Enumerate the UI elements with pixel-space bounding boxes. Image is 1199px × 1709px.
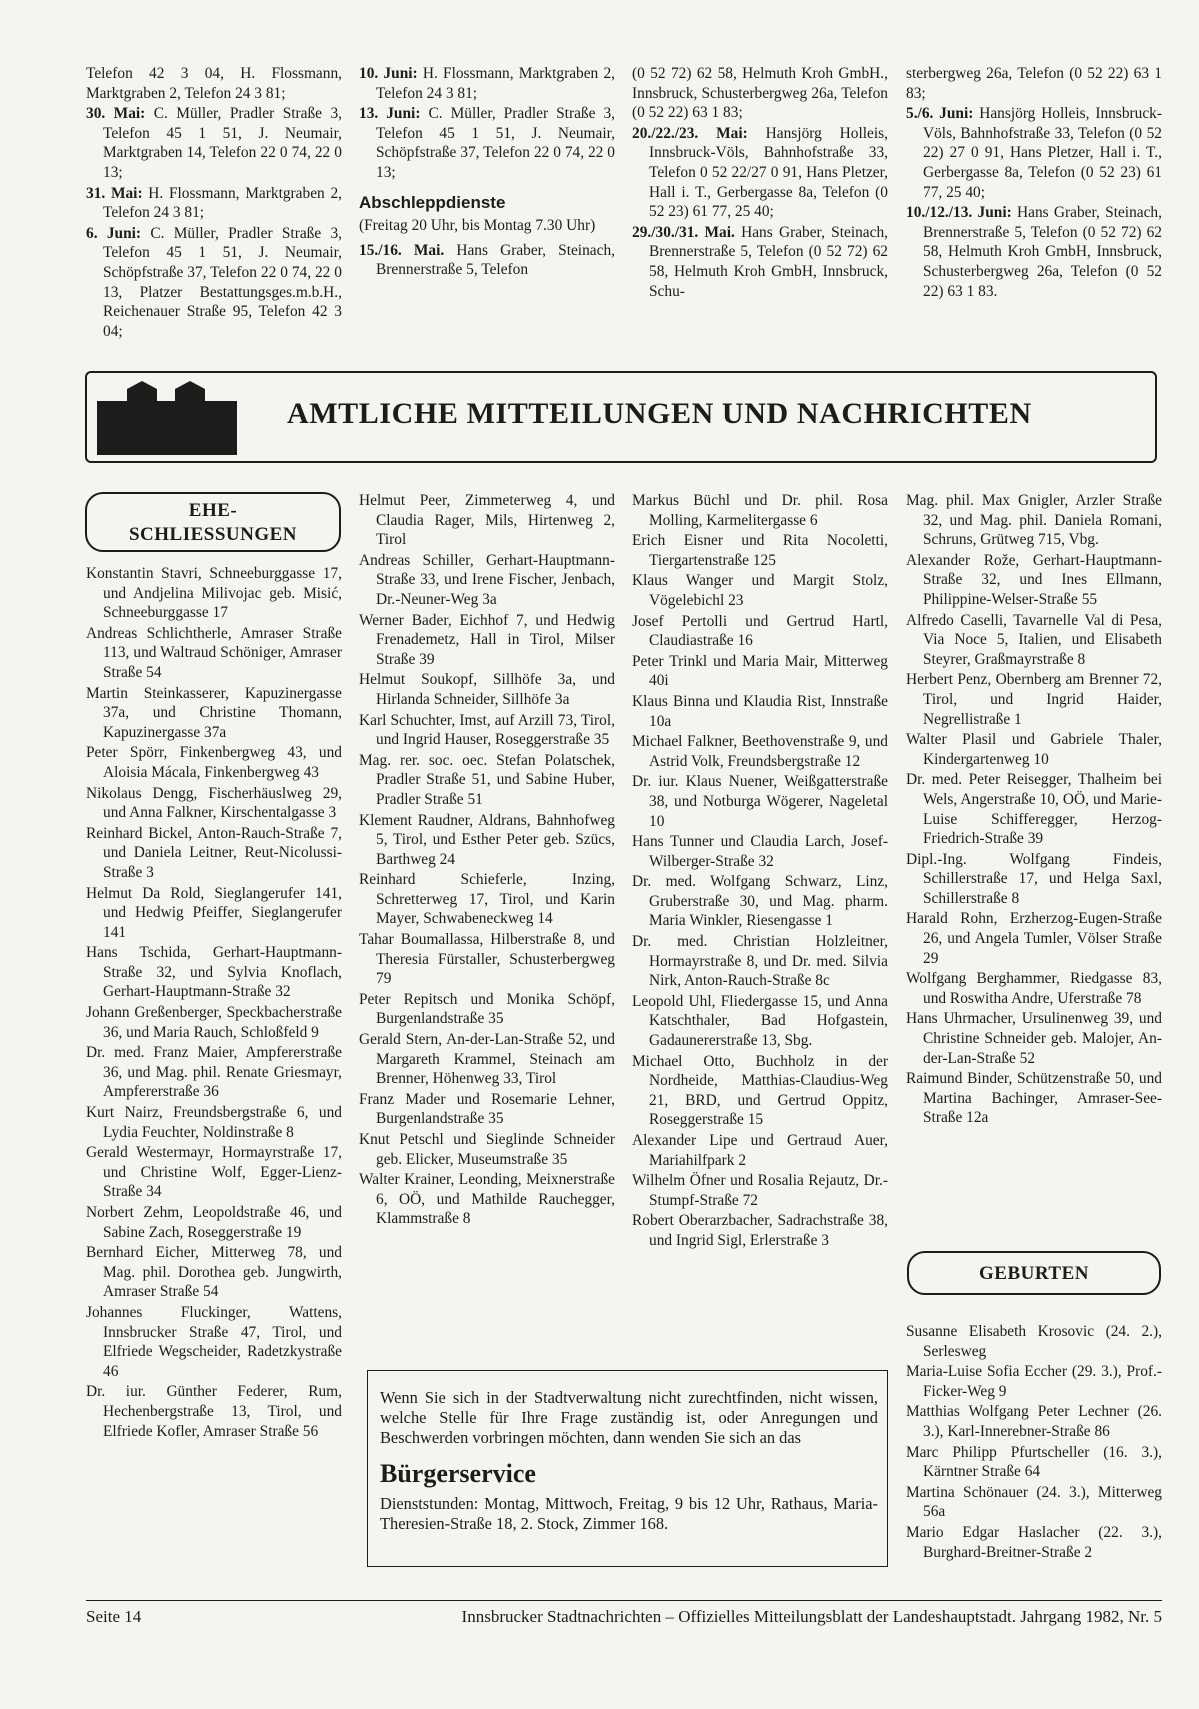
entry-text: Hans Graber, Steinach, Brennerstraße 5, Telefon (0 52 72) 62 58, Helmuth Kroh GmbH, Innsbruck, Schu- (649, 223, 888, 300)
duty-column-4 (906, 64, 1162, 302)
list-item: Werner Bader, Eichhof 7, und Hedwig Frenademetz, Hall in Tirol, Milser Straße 39 (359, 611, 615, 668)
list-item: Knut Petschl und Sieglinde Schneider geb. Elicker, Museumstraße 35 (359, 1131, 615, 1168)
entry-text: H. Flossmann, Marktgraben 2, Telefon 24 3 81; (376, 65, 615, 102)
list-item: Dr. iur. Klaus Nuener, Weißgatterstraße 38, und Notburga Wögerer, Nageletal 10 (632, 773, 888, 830)
list-item: Michael Falkner, Beethovenstraße 9, und Astrid Volk, Freundsbergstraße 12 (632, 733, 888, 770)
list-item: Bernhard Eicher, Mitterweg 78, und Mag. phil. Dorothea geb. Jungwirth, Amraser Straße 54 (86, 1244, 342, 1301)
list-item: Nikolaus Dengg, Fischerhäuslweg 29, und Anna Falkner, Kirschentalgasse 3 (86, 784, 342, 822)
list-item: Helmut Soukopf, Sillhöfe 3a, und Hirlanda Schneider, Sillhöfe 3a (359, 671, 615, 708)
list-item (359, 64, 615, 103)
list-item: Franz Mader und Rosemarie Lehner, Burgenlandstraße 35 (359, 1090, 615, 1128)
entry-text: Hans Graber, Steinach, Brennerstraße 5, Telefon (0 52 72) 62 58, Helmuth Kroh GmbH, Innsbruck, Schusterbergweg 26a, Telefon (0 52 22) 63 1 83. (923, 204, 1162, 300)
list-item: Reinhard Schieferle, Inzing, Schretterweg 17, Tirol, und Karin Mayer, Schwabeneckweg 14 (359, 871, 615, 928)
buergerservice-title: Bürgerservice (380, 1459, 536, 1488)
entry-text: C. Müller, Pradler Straße 3, Telefon 45 1 51, J. Neumair, Schöpfstraße 37, Telefon 22 0 74, 22 0 13; (376, 105, 615, 181)
buergerservice-box (367, 1370, 888, 1567)
list-item: Susanne Elisabeth Krosovic (24. 2.), Serlesweg (906, 1323, 1162, 1360)
list-item: Alfredo Caselli, Tavarnelle Val di Pesa, Via Noce 5, Italien, und Elisabeth Steyrer, Graßmayrstraße 8 (906, 611, 1162, 668)
page-number: Seite 14 (86, 1607, 142, 1626)
list-item (906, 203, 1162, 301)
list-item: Hans Tschida, Gerhart-Hauptmann-Straße 32, und Sylvia Knoflach, Gerhart-Hauptmann-Straße 32 (86, 944, 342, 1001)
list-item: Mag. rer. soc. oec. Stefan Polatschek, Pradler Straße 51, und Sabine Huber, Pradler Straße 51 (359, 751, 615, 808)
list-item: Dr. med. Franz Maier, Ampfererstraße 36, und Mag. phil. Renate Griesmayr, Ampfererstraße 36 (86, 1044, 342, 1101)
list-item: Johannes Fluckinger, Wattens, Innsbrucker Straße 47, Tirol, und Elfriede Wegscheider, Radetzkystraße 46 (86, 1303, 342, 1380)
list-item: Martina Schönauer (24. 3.), Mitterweg 56a (906, 1483, 1162, 1521)
abschleppdienste-note: (Freitag 20 Uhr, bis Montag 7.30 Uhr) (359, 217, 596, 235)
buergerservice-hours: Dienststunden: Montag, Mittwoch, Freitag, 9 bis 12 Uhr, Rathaus, Maria-Theresien-Straße 18, 2. Stock, Zimmer 168. (380, 1494, 878, 1533)
list-item: Hans Uhrmacher, Ursulinenweg 39, und Christine Schneider geb. Malojer, An-der-Lan-Straße 52 (906, 1010, 1162, 1067)
list-item: Alexander Lipe und Gertraud Auer, Mariahilfpark 2 (632, 1132, 888, 1169)
publication-line: Innsbrucker Stadtnachrichten – Offizielles Mitteilungsblatt der Landeshauptstadt. Jahrgang 1982, Nr. 5 (461, 1607, 1162, 1626)
list-item (86, 64, 342, 103)
list-item: Dr. med. Christian Holzleitner, Hormayrstraße 8, und Dr. med. Silvia Nirk, Anton-Rauch-Straße 8c (632, 933, 888, 990)
entry-date: 20./22./23. Mai: (632, 124, 748, 142)
list-item: Dipl.-Ing. Wolfgang Findeis, Schillerstraße 17, und Helga Saxl, Schillerstraße 8 (906, 850, 1162, 907)
entry-date: 5./6. Juni: (906, 105, 974, 123)
entry-text: Hans Graber, Steinach, Brennerstraße 5, Telefon (376, 241, 615, 279)
list-item (86, 224, 342, 342)
entry-date: 15./16. Mai. (359, 241, 445, 259)
ehe-column-3 (632, 491, 888, 1252)
list-item: Walter Plasil und Gabriele Thaler, Kindergartenweg 10 (906, 731, 1162, 768)
list-item: Mario Edgar Haslacher (22. 3.), Burghard-Breitner-Straße 2 (906, 1523, 1162, 1561)
entry-date: 6. Juni: (86, 224, 142, 242)
list-item (906, 104, 1162, 202)
list-item: Dr. iur. Günther Federer, Rum, Hechenbergstraße 13, Tirol, und Elfriede Kofler, Amraser Straße 56 (86, 1383, 342, 1440)
list-item: Kurt Nairz, Freundsbergstraße 6, und Lydia Feuchter, Noldinstraße 8 (86, 1104, 342, 1141)
entry-date: 10. Juni: (359, 65, 418, 82)
list-item: Gerald Westermayr, Hormayrstraße 17, und Christine Wolf, Egger-Lienz-Straße 34 (86, 1144, 342, 1201)
list-item: Peter Repitsch und Monika Schöpf, Burgenlandstraße 35 (359, 990, 615, 1028)
list-item: Walter Krainer, Leonding, Meixnerstraße 6, OÖ, und Mathilde Rauchegger, Klammstraße 8 (359, 1171, 615, 1228)
list-item (359, 104, 615, 182)
list-item: Klaus Binna und Klaudia Rist, Innstraße 10a (632, 692, 888, 730)
ehe-column-2 (359, 491, 615, 1230)
list-item: Alexander Rože, Gerhart-Hauptmann-Straße 32, und Ines Ellmann, Philippine-Welser-Straße 55 (906, 551, 1162, 608)
list-item: Klement Raudner, Aldrans, Bahnhofweg 5, Tirol, und Esther Peter geb. Szücs, Barthweg 24 (359, 811, 615, 868)
list-item: Mag. phil. Max Gnigler, Arzler Straße 32, und Mag. phil. Daniela Romani, Schruns, Grütweg 715, Vbg. (906, 492, 1162, 549)
geburten-column (906, 1322, 1162, 1563)
ehe-heading-line1: EHE- (188, 500, 238, 521)
list-item: Martin Steinkasserer, Kapuzinergasse 37a, und Christine Thomann, Kapuzinergasse 37a (86, 684, 342, 741)
list-item: Robert Oberarzbacher, Sadrachstraße 38, und Ingrid Sigl, Erlerstraße 3 (632, 1212, 888, 1249)
entry-date: 30. Mai: (86, 105, 146, 123)
list-item (906, 64, 1162, 103)
list-item: Dr. med. Wolfgang Schwarz, Linz, Gruberstraße 30, und Mag. pharm. Maria Winkler, Riesengasse 1 (632, 873, 888, 930)
list-item: Matthias Wolfgang Peter Lechner (26. 3.), Karl-Innerebner-Straße 86 (906, 1403, 1162, 1440)
entry-text: H. Flossmann, Marktgraben 2, Telefon 24 3 81; (103, 184, 342, 222)
list-item: Erich Eisner und Rita Nocoletti, Tiergartenstraße 125 (632, 532, 888, 569)
list-item: Andreas Schlichtherle, Amraser Straße 113, und Waltraud Schöniger, Amraser Straße 54 (86, 624, 342, 681)
list-item: Raimund Binder, Schützenstraße 50, und Martina Bachinger, Amraser-See-Straße 12a (906, 1070, 1162, 1127)
section-banner (85, 371, 1157, 463)
list-item: Helmut Da Rold, Sieglangerufer 141, und Hedwig Pfeiffer, Sieglangerufer 141 (86, 884, 342, 941)
entry-text: Hansjörg Holleis, Innsbruck-Völs, Bahnhofstraße 33, Telefon 0 52 22/27 0 91, Hans Pletzer, Hall i. T., Gerbergasse 8a, Telefon (0 52 23) 61 77, 25 40; (649, 124, 888, 221)
list-item: Michael Otto, Buchholz in der Nordheide, Matthias-Claudius-Weg 21, BRD, und Gertrud Oppitz, Roseggerstraße 15 (632, 1052, 888, 1129)
list-item: Wilhelm Öfner und Rosalia Rejautz, Dr.-Stumpf-Straße 72 (632, 1172, 888, 1209)
duty-column-2 (359, 64, 615, 281)
list-item: Harald Rohn, Erzherzog-Eugen-Straße 26, und Angela Tumler, Völser Straße 29 (906, 910, 1162, 967)
list-item: Karl Schuchter, Imst, auf Arzill 73, Tirol, und Ingrid Hauser, Roseggerstraße 35 (359, 711, 615, 749)
entry-text: C. Müller, Pradler Straße 3, Telefon 45 1 51, J. Neumair, Schöpfstraße 37, Telefon 22 0 74, 22 0 13, Platzer Bestattungsges.m.b.H., Reichenauer Straße 95, Telefon 42 3 04; (103, 224, 342, 340)
list-item: Andreas Schiller, Gerhart-Hauptmann-Straße 33, und Irene Fischer, Jenbach, Dr.-Neuner-Weg 3a (359, 551, 615, 608)
ehe-column-4 (906, 491, 1162, 1129)
list-item: Dr. med. Peter Reisegger, Thalheim bei Wels, Angerstraße 10, OÖ, und Marie-Luise Schifferegger, Herzog-Friedrich-Straße 39 (906, 771, 1162, 848)
ehe-column-1 (86, 564, 342, 1442)
list-item: Helmut Peer, Zimmeterweg 4, und Claudia Rager, Mils, Hirtenweg 2, Tirol (359, 492, 615, 549)
entry-text: (0 52 72) 62 58, Helmuth Kroh GmbH., Innsbruck, Schusterbergweg 26a, Telefon (0 52 22) 63 1 83; (632, 65, 888, 122)
abschleppdienste-heading: Abschleppdienste (359, 192, 506, 212)
list-item (632, 124, 888, 222)
entry-date: 13. Juni: (359, 105, 421, 123)
entry-text: Telefon 42 3 04, H. Flossmann, Marktgraben 2, Telefon 24 3 81; (86, 65, 342, 102)
list-item: Josef Pertolli und Gertrud Hartl, Claudiastraße 16 (632, 612, 888, 650)
list-item: Gerald Stern, An-der-Lan-Straße 52, und Margareth Krammel, Steinach am Brenner, Höhenweg 33, Tirol (359, 1031, 615, 1088)
list-item: Peter Trinkl und Maria Mair, Mitterweg 40i (632, 652, 888, 690)
entry-date: 29./30./31. Mai. (632, 223, 735, 241)
list-item (86, 184, 342, 223)
duty-column-2-entries (359, 64, 615, 183)
list-item (359, 241, 615, 280)
banner-title: AMTLICHE MITTEILUNGEN UND NACHRICHTEN (287, 397, 1032, 430)
list-item: Tahar Boumallassa, Hilberstraße 8, und Theresia Fürstaller, Schusterbergweg 79 (359, 931, 615, 988)
list-item: Johann Greßenberger, Speckbacherstraße 36, und Maria Rauch, Schloßfeld 9 (86, 1004, 342, 1041)
duty-column-3 (632, 64, 888, 302)
page-footer (86, 1600, 1162, 1626)
entry-text: C. Müller, Pradler Straße 3, Telefon 45 1 51, J. Neumair, Marktgraben 14, Telefon 22 0 74, 22 0 13; (103, 105, 342, 181)
list-item: Konstantin Stavri, Schneeburggasse 17, und Andjelina Milivojac geb. Misić, Schneeburggasse 17 (86, 565, 342, 622)
list-item: Maria-Luise Sofia Eccher (29. 3.), Prof.-Ficker-Weg 9 (906, 1363, 1162, 1400)
entry-date: 10./12./13. Juni: (906, 204, 1012, 222)
ehe-heading-line2: SCHLIESSUNGEN (128, 524, 298, 545)
duty-column-1 (86, 64, 342, 342)
list-item: Markus Büchl und Dr. phil. Rosa Molling, Karmelitergasse 6 (632, 492, 888, 529)
ehe-heading-box (85, 492, 341, 552)
list-item (86, 104, 342, 182)
entry-date: 31. Mai: (86, 184, 143, 202)
entry-text: Hansjörg Holleis, Innsbruck-Völs, Bahnhofstraße 33, Telefon (0 52 22) 27 0 91, Hans Pletzer, Hall i. T., Gerbergasse 8a, Telefon (0 52 23) 61 77, 25 40; (923, 105, 1162, 201)
list-item: Klaus Wanger und Margit Stolz, Vögelebichl 23 (632, 572, 888, 609)
list-item: Norbert Zehm, Leopoldstraße 46, und Sabine Zach, Roseggerstraße 19 (86, 1204, 342, 1241)
duty-column-2b-entries (359, 241, 615, 280)
list-item: Leopold Uhl, Fliedergasse 15, und Anna Katschthaler, Bad Hofgastein, Gadaunererstraße 13, Sbg. (632, 992, 888, 1050)
list-item (632, 223, 888, 301)
list-item: Wolfgang Berghammer, Riedgasse 83, und Roswitha Andre, Uferstraße 78 (906, 970, 1162, 1007)
list-item: Herbert Penz, Obernberg am Brenner 72, Tirol, und Ingrid Haider, Negrellistraße 1 (906, 671, 1162, 728)
city-logo-icon (97, 379, 257, 455)
geburten-heading: GEBURTEN (907, 1251, 1161, 1295)
list-item: Marc Philipp Pfurtscheller (16. 3.), Kärntner Straße 64 (906, 1443, 1162, 1481)
list-item: Hans Tunner und Claudia Larch, Josef-Wilberger-Straße 32 (632, 833, 888, 870)
list-item: Reinhard Bickel, Anton-Rauch-Straße 7, und Daniela Leitner, Reut-Nicolussi-Straße 3 (86, 824, 342, 881)
entry-text: sterbergweg 26a, Telefon (0 52 22) 63 1 83; (906, 65, 1162, 102)
list-item: Peter Spörr, Finkenbergweg 43, und Aloisia Mácala, Finkenbergweg 43 (86, 744, 342, 781)
buergerservice-lead: Wenn Sie sich in der Stadtverwaltung nicht zurechtfinden, nicht wissen, welche Stelle für Ihre Frage zuständig ist, oder Anregungen und Beschwerden vorbringen möchten, dann wenden Sie sich an das (380, 1388, 878, 1447)
list-item (632, 64, 888, 123)
